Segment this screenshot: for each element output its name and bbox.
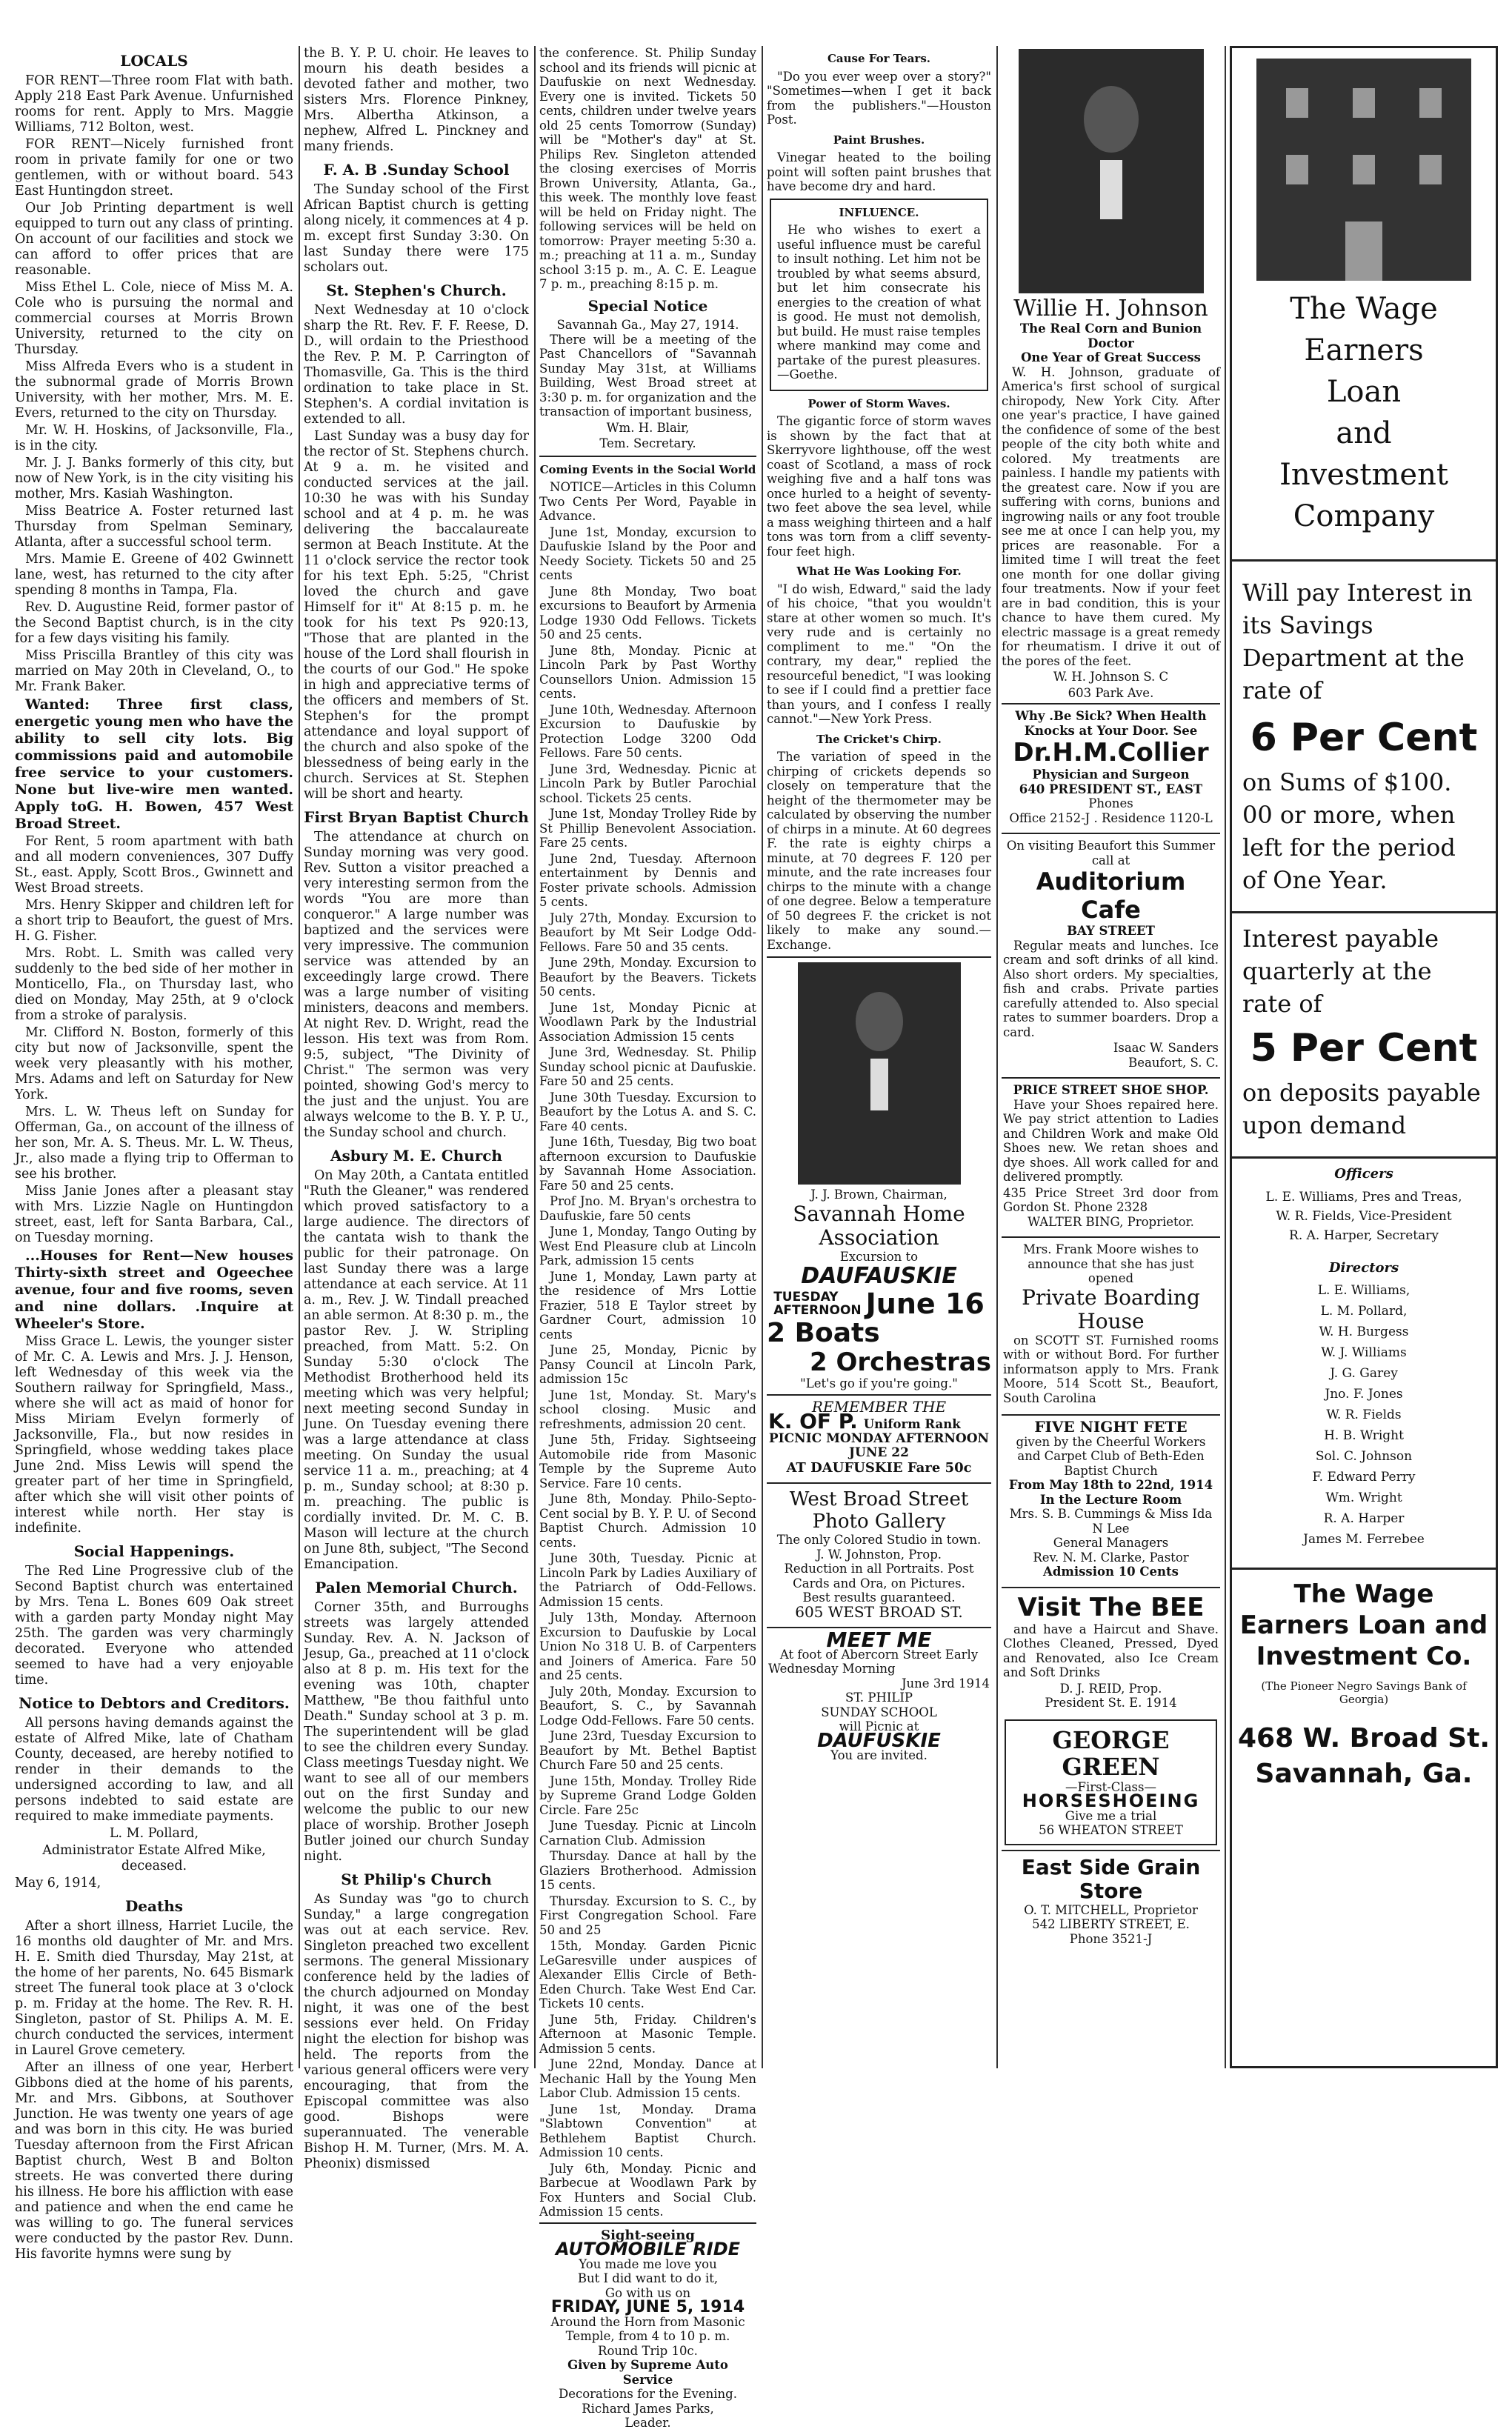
special-signature: Wm. H. Blair, — [606, 420, 690, 435]
bank-title: Company — [1293, 499, 1435, 533]
bee-name: Visit The BEE — [1017, 1592, 1205, 1622]
kop-title: K. OF P. — [768, 1409, 858, 1433]
director-name: Jno. F. Jones — [1325, 1387, 1403, 1402]
local-item: Miss Beatrice A. Foster returned last Thursday from Spelman Seminary, Atlanta, after a successful school term. — [15, 504, 293, 550]
board-text: on SCOTT ST. Furnished rooms with or without Bord. For further informatson apply to Mrs. Frank Moore, 514 Scott St., Beaufort, South Carolina — [1003, 1333, 1219, 1405]
gallery-line: Reduction in all Portraits. Post Cards and Ora, on Pictures. — [784, 1562, 974, 1590]
green-line: HORSESHOEING — [1022, 1791, 1200, 1811]
article-heading: Paint Brushes. — [833, 133, 925, 147]
johnson-subtitle: One Year of Great Success — [1021, 350, 1201, 364]
auto-headline: AUTOMOBILE RIDE — [555, 2239, 741, 2259]
kop-rank: Uniform Rank — [863, 1417, 961, 1431]
local-item: Mr. W. H. Hoskins, of Jacksonville, Fla., is in the city. — [15, 423, 293, 453]
auto-line: Go with us on — [605, 2285, 691, 2300]
bank-title: The Wage — [1290, 292, 1438, 326]
event-item: 15th, Monday. Garden Picnic LeGaresville under auspices of Alexander Ellis Circle of Beth-Eden Church. Take West End Car. Tickets 10 cents. — [539, 1939, 756, 2011]
director-name: F. Edward Perry — [1312, 1470, 1416, 1485]
bank-rate: 5 Per Cent — [1250, 1026, 1478, 1070]
article-heading: Cause For Tears. — [827, 52, 930, 65]
event-item: June 5th, Friday. Sightseeing Automobile ride from Masonic Temple by the Supreme Auto Service. Fare 10 cents. — [539, 1433, 756, 1490]
bee-proprietor: D. J. REID, Prop. — [1059, 1681, 1162, 1696]
fete-line: Mrs. S. B. Cummings & Miss Ida N Lee — [1009, 1507, 1213, 1536]
cafe-text: Regular meats and lunches. Ice cream and soft drinks of all kind. Also short orders. My specialties, fish and crabs. Private parties carefully attended to. Also special rates to summer boarders. Drop a card. — [1003, 938, 1219, 1039]
event-item: June 1st, Monday Picnic at Woodlawn Park by the Industrial Association Admission 15 cents — [539, 1000, 756, 1044]
auto-line: But I did want to do it, — [577, 2271, 719, 2285]
boarding-house-ad — [1002, 1236, 1220, 1411]
bank-building-illustration — [1256, 59, 1471, 281]
collier-line: 640 PRESIDENT ST., EAST — [1019, 782, 1203, 796]
event-item: June 3rd, Wednesday. Picnic at Lincoln Park by Butler Parochial school. Tickets 25 cents. — [539, 762, 756, 805]
local-item: FOR RENT—Three room Flat with bath. Apply 218 East Park Avenue. Unfurnished rooms for rent. Apply to Mrs. Maggie Williams, 712 Bolton, west. — [15, 73, 293, 135]
local-item: For Rent, 5 room apartment with bath and all modern conveniences, 307 Duffy St., east. Apply, Scott Bros., Gwinnett and West Broad streets. — [15, 834, 293, 896]
event-item: June 25, Monday, Picnic by Pansy Council at Lincoln Park, admission 15c — [539, 1343, 756, 1386]
article-heading: Asbury M. E. Church — [330, 1147, 502, 1165]
gallery-name: Photo Gallery — [812, 1510, 946, 1533]
auto-title: Sight-seeing — [601, 2227, 695, 2243]
local-item: Miss Ethel L. Cole, niece of Miss M. A. Cole who is pursuing the normal and commercial courses at Morris Brown University, returned to the city on Thursday. — [15, 280, 293, 357]
assoc-line: J. J. Brown, Chairman, — [810, 1187, 948, 1202]
event-item: Prof Jno. M. Bryan's orchestra to Daufuskie, fare 50 cents — [539, 1194, 756, 1223]
auto-line: Around the Horn from Masonic — [550, 2314, 745, 2329]
event-item: June 8th, Monday. Philo-Septo-Cent social by B. Y. P. U. of Second Baptist Church. Admission 10 cents. — [539, 1492, 756, 1550]
auto-line: Decorations for the Evening. — [559, 2387, 737, 2401]
notice-text: All persons having demands against the estate of Alfred Mike, late of Chatham County, deceased, are hereby notified to render in their demands to the undersigned according to law, and all persons indebted to said estate are required to make immediate payments. — [15, 1716, 293, 1824]
special-date: Savannah Ga., May 27, 1914. — [556, 318, 739, 332]
director-name: W. R. Fields — [1326, 1408, 1402, 1422]
divider — [539, 456, 756, 457]
column-3 — [539, 46, 756, 2430]
article-heading: First Bryan Baptist Church — [304, 808, 529, 826]
divider — [767, 956, 991, 958]
director-name: L. E. Williams, — [1317, 1283, 1411, 1298]
collier-line: Phones — [1088, 796, 1133, 810]
board-name: Private Boarding — [1022, 1285, 1200, 1310]
local-item: Mr. J. J. Banks formerly of this city, but now of New York, is in the city visiting his mother, Mrs. Kasiah Washington. — [15, 456, 293, 502]
event-item: June 29th, Monday. Excursion to Beaufort by the Beavers. Tickets 50 cents. — [539, 956, 756, 999]
article-text: The Sunday school of the First African Baptist church is getting along nicely, it commences at 4 p. m. except first Sunday 3:30. On last Sunday there were 175 scholars out. — [304, 182, 529, 275]
fete-line: Rev. N. M. Clarke, Pastor — [1033, 1550, 1189, 1565]
article-text: The gigantic force of storm waves is shown by the fact that at Skerryvore lighthouse, off the west coast of Scotland, a mass of rock weighing five and a half tons was once hurled to a height of seventy-two feet above the sea level, while a mass weighing thirteen and a half tons was torn from a cliff seventy-four feet high. — [767, 414, 991, 559]
assoc-orchestras: 2 Orchestras — [809, 1348, 991, 1377]
event-item: July 13th, Monday. Afternoon Excursion to Daufuskie by Local Union No 318 U. B. of Carpenters and Joiners of America. Fare 50 and 25 cents. — [539, 1610, 756, 1682]
collier-ad — [1002, 703, 1220, 830]
event-item: June 30th, Tuesday. Picnic at Lincoln Park by Ladies Auxiliary of the Patriarch of Odd-Fellows. Admission 15 cents. — [539, 1551, 756, 1609]
bank-footer-tagline: (The Pioneer Negro Savings Bank of Georgia) — [1261, 1679, 1467, 1706]
assoc-slogan: "Let's go if you're going." — [800, 1376, 958, 1390]
column-4 — [767, 46, 991, 2068]
officer-name: R. A. Harper, Secretary — [1289, 1228, 1439, 1243]
grain-name: Store — [1079, 1878, 1143, 1903]
local-item: Mrs. Robt. L. Smith was called very suddenly to the bed side of her mother in Monticello, Fla., on Thursday last, who died on Monday, May 25th, at 9 o'clock from a stroke of paralysis. — [15, 946, 293, 1023]
bank-ad — [1230, 46, 1498, 2068]
johnson-address: 603 Park Ave. — [1068, 685, 1154, 700]
local-item: Miss Priscilla Brantley of this city was married on May 20th in Cleveland, O., to Mr. Frank Baker. — [15, 648, 293, 694]
events-heading: Coming Events in the Social World — [539, 462, 756, 476]
director-name: R. A. Harper — [1323, 1511, 1405, 1526]
auto-line: Given by Supreme Auto Service — [567, 2358, 728, 2387]
article-text: On May 20th, a Cantata entitled "Ruth the Gleaner," was rendered which proved satisfactory to a large audience. The directors of the cantata wish to thank the public for their patronage. On last Sunday there was a large attendance at each service. At 11 a. m., Rev. J. W. Tindall preached an able sermon. At 8:30 p. m., the pastor Rev. J. W. Stripling preached, from Matt. 5:2. On Sunday 5:30 o'clock The Methodist Brotherhood held its meeting which was very helpful; next meeting second Sunday in June. On Tuesday evening there was a large attendance at class meeting. On Sunday the usual service 11 a. m., preaching; at 4 p. m., Sunday school; at 8:30 p. m. preaching. The public is cordially invited. Dr. M. C. B. Mason will lecture at the church on June 8th, subject, "The Second Emancipation. — [304, 1168, 529, 1572]
cafe-ad — [1002, 833, 1220, 1074]
grain-ad — [1002, 1850, 1220, 1951]
bank-footer-name: The Wage Earners Loan and Investment Co. — [1239, 1579, 1488, 1671]
event-item: July 27th, Monday. Excursion to Beaufort by Mt Seir Lodge Odd-Fellows. Fare 50 and 35 cents. — [539, 910, 756, 954]
auto-line: You made me love you — [579, 2256, 717, 2271]
shoe-text: Have your Shoes repaired here. We pay strict attention to Ladies and Children Work and make Old Shoes new. We retan shoes and dye shoes. All work called for and delivered promptly. — [1003, 1097, 1219, 1184]
local-item: Mr. Clifford N. Boston, formerly of this city but now of Jacksonville, spent the week very pleasantly with his mother, Mrs. Adams and left on Saturday for New York. — [15, 1025, 293, 1102]
column-1 — [15, 46, 293, 2262]
kop-ad — [767, 1394, 991, 1480]
fete-line: General Managers — [1053, 1536, 1169, 1550]
event-item: June 8th Monday, Two boat excursions to Beaufort by Armenia Lodge 1930 Odd Fellows. Tickets 50 and 25 cents. — [539, 584, 756, 642]
event-item: July 20th, Monday. Excursion to Beaufort, S. C., by Savannah Lodge Odd-Fellows. Fare 50 cents. — [539, 1684, 756, 1728]
meet-line: will Picnic at — [839, 1719, 919, 1733]
local-item: Mrs. Mamie E. Greene of 402 Gwinnett lane, west, has returned to the city after spending 8 months in Tampa, Fla. — [15, 552, 293, 598]
bank-footer-city: Savannah, Ga. — [1255, 1759, 1473, 1789]
column-2 — [304, 46, 529, 2171]
event-item: Thursday. Excursion to S. C., by First Congregation School. Fare 50 and 25 — [539, 1893, 756, 1937]
notice-signature: L. M. Pollard, — [109, 1826, 199, 1841]
assoc-name: Association — [819, 1225, 939, 1250]
meet-line: At foot of Abercorn Street Early — [779, 1647, 979, 1662]
bank-savings-text: Will pay Interest in its Savings Department at the rate of — [1242, 579, 1473, 704]
meet-title: MEET ME — [826, 1628, 932, 1652]
grain-line: 542 LIBERTY STREET, E. — [1032, 1917, 1190, 1931]
fete-line: given by the Cheerful Workers and Carpet Club of Beth-Eden Baptist Church — [1016, 1434, 1206, 1478]
officer-name: L. E. Williams, Pres and Treas, — [1265, 1190, 1462, 1205]
johnson-signature: W. H. Johnson S. C — [1053, 670, 1169, 684]
event-item: June 1st, Monday. Drama "Slabtown Convention" at Bethlehem Baptist Church. Admission 10 cents. — [539, 2102, 756, 2159]
social-text: The Red Line Progressive club of the Second Baptist church was entertained by Mrs. Tena L. Bones 609 Oak street with a garden party Monday night May 25th. The garden was very charmingly decorated. Everyone who attended seemed to have had a very enjoyable time. — [15, 1564, 293, 1688]
article-text: "Do you ever weep over a story?" "Sometimes—when I get it back from the publishers."—Houston Post. — [767, 69, 991, 127]
director-name: James M. Ferrebee — [1303, 1532, 1425, 1547]
board-name: House — [1077, 1308, 1145, 1333]
event-item: June 3rd, Wednesday. St. Philip Sunday school picnic at Daufuskie. Fare 50 and 25 cents. — [539, 1045, 756, 1088]
bank-title: and — [1336, 416, 1392, 450]
assoc-line: Excursion to — [839, 1249, 919, 1264]
meet-line: You are invited. — [830, 1748, 927, 1762]
meet-destination: DAUFUSKIE — [817, 1729, 941, 1752]
gallery-line: Best results guaranteed. — [802, 1590, 956, 1605]
event-item: Thursday. Dance at hall by the Glaziers Brotherhood. Admission 15 cents. — [539, 1849, 756, 1892]
event-item: June 1, Monday, Lawn party at the residence of Mrs Lottie Frazier, 518 E Taylor street by Gardner Court, admission 10 cents — [539, 1269, 756, 1342]
johnson-subtitle: The Real Corn and Bunion Doctor — [1019, 322, 1202, 350]
event-item: June 30th Tuesday. Excursion to Beaufort by the Lotus A. and S. C. Fare 40 cents. — [539, 1090, 756, 1133]
director-name: Sol. C. Johnson — [1315, 1449, 1413, 1464]
green-line: 56 WHEATON STREET — [1039, 1823, 1183, 1837]
fete-title: FIVE NIGHT FETE — [1034, 1418, 1188, 1436]
assoc-destination: DAUFAUSKIE — [801, 1263, 957, 1289]
director-name: W. J. Williams — [1321, 1345, 1407, 1360]
cafe-street: BAY STREET — [1067, 924, 1155, 938]
event-item: June 1st, Monday. St. Mary's school closing. Music and refreshments, admission 20 cent. — [539, 1388, 756, 1431]
death-notice: After an illness of one year, Herbert Gibbons died at the home of his parents, Mr. and Mrs. Gibbons, at Southover Junction. He was twenty one years of age and was born in this city. He was buried Tuesday afternoon from the First African Baptist church, West B and Bolton streets. He was converted there during his illness. He bore his affliction with ease and patience and when the end came he was willing to go. The funeral services were conducted by the pastor Rev. Dunn. His favorite hymns were sung by — [15, 2060, 293, 2262]
influence-text: He who wishes to exert a useful influence must be careful to insult nothing. Let him not be troubled by what seems absurd, but let him consecrate his energies to the creation of what is good. He must not demolish, but build. He must raise temples where mankind may come and partake of the purest pleasures.—Goethe. — [777, 223, 981, 382]
notice-signature-title: Administrator Estate Alfred Mike, deceased. — [42, 1843, 266, 1873]
bank-rate: 6 Per Cent — [1250, 716, 1478, 760]
shoe-address: 435 Price Street 3rd door from Gordon St. Phone 2328 — [1003, 1185, 1219, 1214]
events-notice: NOTICE—Articles in this Column Two Cents Per Word, Payable in Advance. — [539, 480, 756, 523]
kop-line: AT DAUFUSKIE Fare 50c — [786, 1459, 972, 1476]
local-item: Miss Janie Jones after a pleasant stay with Mrs. Lizzie Nagle on Huntingdon street, east, left for Santa Barbara, Cal., on Tuesday morning. — [15, 1184, 293, 1245]
death-notice: After a short illness, Harriet Lucile, the 16 months old daughter of Mr. and Mrs. H. E. Smith died Thursday, May 21st, at the home of her parents, No. 645 Bismark street The funeral took place at 3 o'clock p. m. Friday at the home. The Rev. R. H. Singleton, pastor of St. Philips A. M. E. church conducted the services, interment in Laurel Grove cemetery. — [15, 1919, 293, 2058]
column-5 — [1002, 46, 1220, 2068]
bank-title: Investment — [1279, 458, 1448, 492]
article-heading: Power of Storm Waves. — [807, 396, 950, 410]
article-text: the B. Y. P. U. choir. He leaves to mourn his death besides a devoted father and mother, two sisters Mrs. Florence Pinkney, Mrs. Albertha Atkinson, a nephew, Alfred L. Pinckney and many friends. — [304, 46, 529, 154]
fete-line: From May 18th to 22nd, 1914 — [1008, 1478, 1213, 1492]
director-name: J. G. Garey — [1330, 1366, 1398, 1381]
article-heading: F. A. B .Sunday School — [323, 161, 510, 179]
influence-heading: INFLUENCE. — [839, 205, 919, 219]
column-rule — [299, 46, 300, 2068]
article-text: the conference. St. Philip Sunday school and its friends will picnic at Daufuskie on next Wednesday. Every one is invited. Tickets 50 cents, children under twelve years old 25 cents Tomorrow (Sunday) will be "Mother's day" at St. Philips Rev. Singleton attended the closing exercises of Morris Brown University, Atlanta, Ga., this week. The monthly love feast will be held on Friday night. The following services will be held on tomorrow: Prayer meeting 5:30 a. m.; preaching at 11 a. m., Sunday school 3:15 p. m., A. C. E. League 7 p. m., preaching 8:15 p. m. — [539, 46, 756, 291]
officer-name: W. R. Fields, Vice-President — [1276, 1209, 1452, 1224]
officers-heading: Officers — [1334, 1166, 1393, 1182]
houses-ad: ...Houses for Rent—New houses Thirty-sixth street and Ogeechee avenue, four and five rooms, seven and nine dollars. .Inquire at Wheeler's Store. — [15, 1248, 293, 1332]
event-item: June 23rd, Tuesday Excursion to Beaufort by Mt. Bethel Baptist Church Fare 50 and 25 cents. — [539, 1729, 756, 1772]
grain-line: Phone 3521-J — [1069, 1931, 1153, 1946]
johnson-text: W. H. Johnson, graduate of America's first school of surgical chiropody, New York City. After one year's practice, I have gained the confidence of some of the best people of the city both white and colored. My treatments are painless. I handle my patients with the greatest care. Now if you are suffering with corns, bunions and ingrowing nails or any foot trouble see me at once I can help you, my prices are reasonable. For a limited time I will treat the feet one month for one dollar giving four treatments. Now if your feet are in bad condition, this is your chance to have them cured. My electric massage is a great remedy for rheumatism. I drive it out of the pores of the feet. — [1002, 364, 1220, 668]
article-text: Next Wednesday at 10 o'clock sharp the Rt. Rev. F. F. Reese, D. D., will ordain to the Priesthood the Rev. P. M. P. Carrington of Thomasville, Ga. This is the third ordination to take place in St. Stephen's. A cordial invitation is extended to all. — [304, 303, 529, 427]
local-item: Miss Grace L. Lewis, the younger sister of Mr. C. A. Lewis and Mrs. J. J. Henson, left Wednesday of this week via the Southern railway for Springfield, Mass., where she will act as maid of honor for Miss Miriam Evelyn formerly of Jacksonville, Fla., but now resides in Springfield, whose wedding takes place June 2nd. Miss Lewis will spend the greater part of her time in Springfield, after which she will visit other points of interest while north. Her stay is indefinite. — [15, 1334, 293, 1536]
cafe-location: Beaufort, S. C. — [1128, 1055, 1219, 1070]
event-item: June 8th, Monday. Picnic at Lincoln Park by Past Worthy Counsellors Union. Admission 15 cents. — [539, 643, 756, 701]
fete-line: In the Lecture Room — [1039, 1492, 1182, 1507]
article-text: The attendance at church on Sunday morning was very good. Rev. Sutton a visitor preached a very interesting sermon from the words "You are more than conqueror." A large number was baptized and the services were very impressive. The communion service was attended by an exceedingly large crowd. There was a large number of visiting ministers, deacons and members. At night Rev. D. Wright, read the lesson. His text was from Rom. 9:5, subject, "The Divinity of Christ." The sermon was very pointed, showing God's mercy to the just and the unjust. You are always welcome to the B. Y. P. U., the Sunday school and church. — [304, 830, 529, 1140]
notice-date: May 6, 1914, — [15, 1876, 101, 1891]
local-item: Miss Alfreda Evers who is a student in the subnormal grade of Morris Brown University, with her mother, Mrs. M. E. Evers, returned to the city on Thursday. — [15, 359, 293, 421]
article-heading: Palen Memorial Church. — [315, 1579, 518, 1596]
event-item: June 22nd, Monday. Dance at Mechanic Hall by the Young Men Labor Club. Admission 15 cents. — [539, 2057, 756, 2100]
local-item: Mrs. L. W. Theus left on Sunday for Offerman, Ga., on account of the illness of her son, Mr. A. S. Theus. Mr. L. W. Theus, Jr., also made a flying trip to Offerman to see his brother. — [15, 1105, 293, 1182]
column-rule — [1225, 46, 1226, 2068]
locals-heading: LOCALS — [120, 52, 188, 70]
notice-heading: Notice to Debtors and Creditors. — [19, 1694, 290, 1712]
event-item: June 1st, Monday Trolley Ride by St Phillip Benevolent Association. Fare 25 cents. — [539, 807, 756, 850]
bank-footer-address: 468 W. Broad St. — [1238, 1723, 1490, 1753]
event-item: July 6th, Monday. Picnic and Barbecue at Woodlawn Park by Fox Hunters and Social Club. Admission 15 cents. — [539, 2161, 756, 2219]
cafe-head: On visiting Beaufort this Summer call at — [1006, 839, 1216, 867]
shoe-shop-ad — [1002, 1077, 1220, 1233]
article-text: The variation of speed in the chirping of crickets depends so closely on temperature that the height of the thermometer may be calculated by observing the number of chirps in a minute. At 60 degrees F. the rate is eighty chirps a minute, at 70 degrees F. 120 per minute, and the rate increases four chirps to the minute with a change of one degree. Below a temperature of 50 degrees F. the cricket is not likely to make any sound.—Exchange. — [767, 750, 991, 952]
meet-line: Wednesday Morning — [768, 1662, 896, 1676]
collier-name: Dr.H.M.Collier — [1013, 738, 1209, 767]
local-item: FOR RENT—Nicely furnished front room in private family for one or two gentlemen, with or without board. 543 East Huntingdon street. — [15, 137, 293, 199]
deaths-heading: Deaths — [124, 1897, 184, 1915]
meet-line: ST. PHILIP — [845, 1690, 913, 1705]
bank-deposit-terms: on deposits payable upon demand — [1242, 1079, 1481, 1139]
chairman-photo — [798, 962, 961, 1185]
assoc-name: Savannah Home — [793, 1201, 965, 1226]
cafe-signature: Isaac W. Sanders — [1113, 1041, 1219, 1055]
kop-line: PICNIC MONDAY AFTERNOON JUNE 22 — [768, 1430, 990, 1460]
johnson-photo — [1019, 49, 1204, 293]
meet-line: SUNDAY SCHOOL — [821, 1705, 937, 1719]
green-line: Give me a trial — [1065, 1808, 1157, 1823]
director-name: H. B. Wright — [1324, 1428, 1404, 1443]
director-name: W. H. Burgess — [1319, 1325, 1409, 1339]
fete-ad — [1002, 1414, 1220, 1584]
article-heading: St Philip's Church — [341, 1871, 492, 1888]
event-item: June 1st, Monday, excursion to Daufuskie Island by the Poor and Needy Society. Tickets 50 and 25 cents — [539, 524, 756, 582]
local-item: Rev. D. Augustine Reid, former pastor of the Second Baptist church, is in the city for a few days visiting his family. — [15, 600, 293, 646]
green-name: GEORGE GREEN — [1052, 1725, 1170, 1781]
auto-line: Temple, from 4 to 10 p. m. — [565, 2329, 730, 2343]
column-rule — [762, 46, 763, 2068]
director-name: L. M. Pollard, — [1320, 1304, 1408, 1319]
meet-line: June 3rd 1914 — [901, 1676, 990, 1690]
article-text: As Sunday was "go to church Sunday," a large congregation was out at each service. Rev. Singleton preached two excellent sermons. The general Missionary conference held by the ladies of the church adjourned on Monday night, it was one of the best sessions ever held. On Friday night the election for bishop was held. The reports from the various general officers were very encouraging, that from the Episcopal committee was also good. Bishops were superannuated. The venerable Bishop H. M. Turner, (Mrs. M. A. Pheonix) dismissed — [304, 1892, 529, 2171]
shoe-proprietor: WALTER BING, Proprietor. — [1028, 1214, 1194, 1229]
bank-title: Earners — [1304, 333, 1424, 367]
shoe-title: PRICE STREET SHOE SHOP. — [1013, 1083, 1209, 1097]
bee-address: President St. E. 1914 — [1045, 1696, 1177, 1710]
gallery-address: 605 WEST BROAD ST. — [795, 1602, 963, 1621]
influence-box — [770, 199, 988, 391]
bank-savings-terms: on Sums of $100. 00 or more, when left for the period of One Year. — [1242, 768, 1456, 894]
bee-text: and have a Haircut and Shave. Clothes Cleaned, Pressed, Dyed and Renovated, also Ice Cream and Soft Drinks — [1003, 1622, 1219, 1679]
event-item: June Tuesday. Picnic at Lincoln Carnation Club. Admission — [539, 1819, 756, 1848]
bank-title: Loan — [1326, 375, 1402, 409]
special-text: There will be a meeting of the Past Chancellors of "Savannah Sunday May 31st, at Williams Building, West Broad street at 3:30 p. m. for organization and the transaction of important business, — [539, 332, 756, 419]
auto-date: FRIDAY, JUNE 5, 1914 — [550, 2298, 745, 2316]
bank-interest-text: Interest payable quarterly at the rate of — [1242, 925, 1439, 1018]
gallery-line: J. W. Johnston, Prop. — [816, 1547, 942, 1562]
auto-line: Round Trip 10c. — [598, 2343, 698, 2358]
directors-heading: Directors — [1328, 1260, 1399, 1276]
article-heading: St. Stephen's Church. — [326, 282, 507, 299]
special-signature-title: Tem. Secretary. — [599, 436, 696, 450]
board-head: Mrs. Frank Moore wishes to announce that she has just opened — [1023, 1242, 1199, 1285]
local-item: Our Job Printing department is well equipped to turn out any class of printing. On account of our facilities and stock we can afford to offer prices that are reasonable. — [15, 201, 293, 278]
social-heading: Social Happenings. — [73, 1542, 235, 1560]
collier-phones: Office 2152-J . Residence 1120-L — [1009, 810, 1213, 825]
association-ad — [767, 1187, 991, 1391]
grain-name: East Side Grain — [1021, 1854, 1201, 1879]
bee-ad — [1002, 1587, 1220, 1715]
article-text: "I do wish, Edward," said the lady of his choice, "that you wouldn't stare at other women so much. It's very rude and is certainly no compliment to me." "On the contrary, my dear," replied the resourceful benedict, "I was looking to see if I could find a prettier face than yours, and I confess I really cannot."—New York Press. — [767, 582, 991, 726]
column-rule — [534, 46, 536, 2068]
green-line: —First-Class— — [1065, 1779, 1156, 1794]
event-item: June 2nd, Tuesday. Afternoon entertainment by Dennis and Foster private schools. Admission 5 cents. — [539, 851, 756, 909]
assoc-boats: 2 Boats — [767, 1318, 880, 1348]
collier-head: Why .Be Sick? When Health Knocks at Your Door. See — [1015, 709, 1207, 738]
gallery-name: West Broad Street — [789, 1488, 969, 1510]
event-item: June 15th, Monday. Trolley Ride by Supreme Grand Lodge Golden Circle. Fare 25c — [539, 1773, 756, 1817]
johnson-name: Willie H. Johnson — [1013, 296, 1208, 322]
article-heading: What He Was Looking For. — [796, 564, 962, 578]
article-text: Last Sunday was a busy day for the rector of St. Stephens church. At 9 a. m. he visited and conducted services at the jail. 10:30 he was with his Sunday school and at 4 p. m. he was delivering the baccalaureate sermon at Beach Institute. At the 11 o'clock service the rector took for his text Eph. 5:25, "Christ loved the church and gave Himself for it" At 8:15 p. m. he took for his text Ps 920:13, "Those that are planted in the house of the Lord shall flourish in the courts of our God." He spoke in high and appreciative terms of the officers and members of St. Stephen's for the prompt attendance and loyal support of the church and also spoke of the blessedness of being early in the church. Services at St. Stephen will be short and hearty. — [304, 429, 529, 802]
event-item: June 16th, Tuesday, Big two boat afternoon excursion to Daufuskie by Savannah Home Association. Fare 50 and 25 cents. — [539, 1135, 756, 1193]
article-heading: The Cricket's Chirp. — [816, 732, 942, 746]
assoc-time: AFTERNOON — [773, 1303, 862, 1318]
event-item: June 1, Monday, Tango Outing by West End Pleasure club at Lincoln Park, admission 15 cents — [539, 1225, 756, 1268]
article-text: Vinegar heated to the boiling point will soften paint brushes that have become dry and hard. — [767, 150, 991, 193]
local-item: Mrs. Henry Skipper and children left for a short trip to Beaufort, the guest of Mrs. H. G. Fisher. — [15, 898, 293, 944]
special-heading: Special Notice — [587, 296, 708, 315]
grain-line: O. T. MITCHELL, Proprietor — [1024, 1902, 1198, 1917]
assoc-day: TUESDAY — [773, 1290, 839, 1305]
collier-line: Physician and Surgeon — [1032, 767, 1190, 782]
meet-me-ad — [767, 1627, 991, 1768]
fete-line: Admission 10 Cents — [1043, 1565, 1179, 1579]
wanted-ad: Wanted: Three first class, energetic young men who have the ability to sell city lots. Big commissions paid and automobile free service to your customers. None but live-wire men wanted. Apply toG. H. Bowen, 457 West Broad Street. — [15, 696, 293, 832]
assoc-date: June 16 — [865, 1288, 985, 1320]
event-item: June 5th, Friday. Children's Afternoon at Masonic Temple. Admission 5 cents. — [539, 2012, 756, 2056]
auto-line: Richard James Parks, — [582, 2401, 714, 2416]
article-text: Corner 35th, and Burroughs streets was largely attended Sunday. Rev. A. N. Jackson of Jesup, Ga., preached at 11 o'clock also at 8 p. m. His text for the evening was 10th, chapter Matthew, "Be thou faithful unto Death." Sunday school at 3 p. m. The superintendent will be glad to see the children every Sunday. Class meetings Tuesday night. We want to see all of our members out on the first Sunday and welcome the public to our new place of worship. Brother Joseph Butler joined our church Sunday night. — [304, 1600, 529, 1864]
kop-line: REMEMBER THE — [811, 1397, 947, 1416]
green-ad — [1005, 1719, 1217, 1845]
cafe-name: Auditorium Cafe — [1036, 867, 1186, 924]
director-name: Wm. Wright — [1325, 1490, 1402, 1505]
column-rule — [996, 46, 998, 2068]
gallery-ad — [767, 1482, 991, 1624]
auto-ride-ad — [539, 2222, 756, 2435]
gallery-line: The only Colored Studio in town. — [776, 1533, 982, 1547]
event-item: June 10th, Wednesday. Afternoon Excursion to Daufuskie by Protection Lodge 3200 Odd Fellows. Fare 50 cents. — [539, 702, 756, 760]
auto-line: Leader. — [625, 2416, 671, 2430]
